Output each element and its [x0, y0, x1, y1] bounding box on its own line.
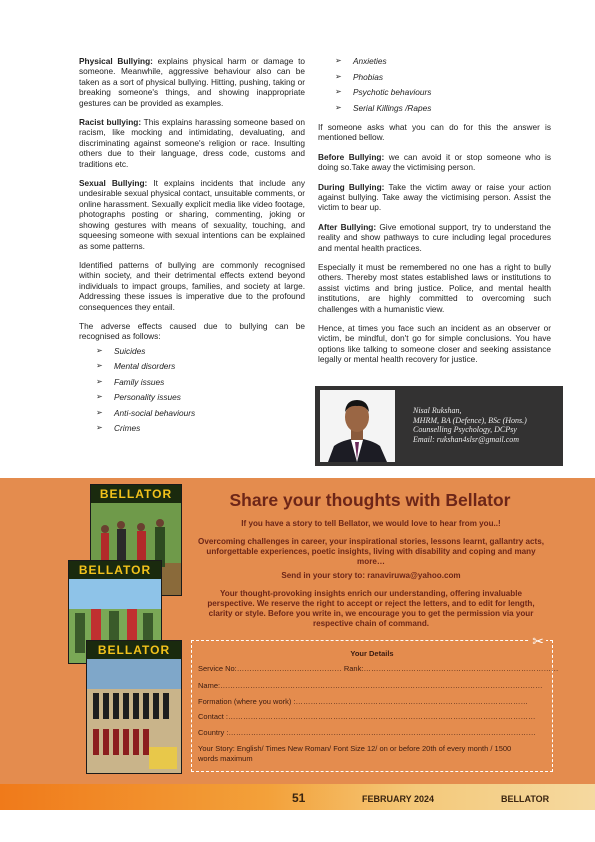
list-item: ➢ Suicides [96, 345, 146, 356]
story-guidelines-continued: words maximum [198, 754, 253, 763]
effects-intro-paragraph: The adverse effects caused due to bullying can be recognised as follows: [79, 320, 305, 342]
issue-date: FEBRUARY 2024 [362, 794, 435, 804]
arrow-bullet-icon: ➢ [335, 56, 342, 65]
form-title: Your Details [350, 649, 394, 658]
sexual-bullying-paragraph: Sexual Bullying: It explains incidents that include any undesirable sexual physical contact, unsuitable comments, or online harassment. Sexually explicit media like video footage, photographs posting or sharing, commenting, joking or showing gestures with means of sexuality, touching, and squeesing someone with sexual intentions can be explained as some patterns. [79, 178, 306, 251]
list-item: ➢ Crimes [96, 423, 141, 434]
story-guidelines: Your Story: English/ Times New Roman/ Font Size 12/ on or before 20th of every month / 1500 [198, 744, 512, 753]
arrow-bullet-icon: ➢ [96, 345, 103, 355]
cover-masthead: BELLATOR [91, 485, 181, 503]
list-item: ➢ Family issues [96, 376, 165, 387]
arrow-bullet-icon: ➢ [335, 87, 342, 96]
author-title: Counselling Psychology, DCPsy [413, 425, 517, 435]
arrow-bullet-icon: ➢ [335, 102, 342, 112]
list-item: ➢ Phobias [335, 71, 383, 82]
left-column [79, 56, 305, 439]
cover-masthead: BELLATOR [69, 561, 161, 579]
country-field: Country :…………………………………………………………………………………………………………… [198, 728, 536, 737]
promo-email: Send in your story to: ranaviruwa@yahoo.com [281, 571, 461, 580]
list-item: ➢ Personality issues [96, 392, 181, 403]
arrow-bullet-icon: ➢ [96, 392, 103, 402]
author-credits [413, 406, 527, 444]
service-rank-field: Service No:…………………………………… Rank:…………………………………………………………………… [198, 664, 559, 673]
answer-intro-paragraph: If someone asks what you can do for this the answer is mentioned bellow. [318, 121, 551, 143]
right-column [318, 56, 551, 374]
magazine-name: BELLATOR [501, 794, 550, 804]
racist-bullying-paragraph: Racist bullying: This explains harassing someone based on racism, like mocking and intimidating, devaluating, and discriminating against someone's religion or race. Insulting others due to their language, dress code, customs and traditions etc. [79, 117, 305, 169]
before-bullying-paragraph: Before Bullying: we can avoid it or stop someone who is doing so.Take away the victimising person. [318, 151, 551, 173]
cover-masthead: BELLATOR [87, 641, 181, 659]
promo-topics: Overcoming challenges in career, your inspirational stories, lessons learnt, gallantry acts, unforgettable experiences, poetic insights, living with disability and coping and many more… [198, 537, 544, 566]
author-box [315, 386, 563, 466]
magazine-cover-image [86, 640, 182, 774]
effects-list-continued [335, 56, 551, 113]
patterns-paragraph: Identified patterns of bullying are commonly recognised within society, and their detrimental effects extend beyond individuals to impact groups, families, and society at large. Addressing these issues is imperative due to the profound consequences they entail. [79, 259, 305, 312]
author-degrees: MHRM, BA (Defence), BSc (Hons.) [413, 415, 527, 425]
cover-photo [87, 659, 181, 773]
arrow-bullet-icon: ➢ [96, 407, 103, 417]
list-item: ➢ Psychotic behaviours [335, 87, 432, 97]
author-name: Nisal Rukshan, [413, 406, 462, 415]
after-bullying-paragraph: After Bullying: Give emotional support, try to understand the reality and show pathways to cure including legal procedures and mental health practices. [318, 221, 551, 253]
list-item: ➢ Anti-social behaviours [96, 407, 196, 418]
list-item: ➢ Anxieties [335, 56, 387, 66]
contact-field: Contact :…………………………………………………………………………………………………………… [198, 712, 536, 721]
arrow-bullet-icon: ➢ [96, 361, 103, 371]
list-item: ➢ Serial Killings /Rapes [335, 102, 432, 113]
list-item: ➢ Mental disorders [96, 361, 176, 372]
scissors-icon: ✂ [532, 633, 544, 649]
name-field: Name:………………………………………………………………………………………………………………… [198, 681, 543, 690]
author-email: Email: rukshan4slsr@gmail.com [413, 434, 520, 444]
arrow-bullet-icon: ➢ [96, 376, 103, 386]
details-form [191, 633, 559, 772]
formation-field: Formation (where you work) :………………………………………………………………………………… [198, 697, 529, 706]
author-portrait-image [320, 390, 395, 462]
promo-title: Share your thoughts with Bellator [229, 490, 511, 510]
promo-terms: Your thought-provoking insights enrich our understanding, offering invaluable perspective. We reserve the right to accept or reject the letters, and to edit for length, clarity or style. Before you write in, we encourage you to get the permission via your respective chain of command. [207, 589, 535, 628]
arrow-bullet-icon: ➢ [335, 71, 342, 81]
page-number: 51 [292, 791, 306, 805]
conclusion-paragraph: Hence, at times you face such an incident as an observer or victim, be mindful, don't go for simple conclusions. You have options like talking to someone closer and seeking assistance legally or mental health recovery for justice. [318, 323, 551, 365]
promo-invite: If you have a story to tell Bellator, we would love to hear from you..! [241, 519, 501, 528]
during-bullying-paragraph: During Bullying: Take the victim away or raise your action against bullying. Take away the victimising person. Assist the victim to bear up. [318, 181, 551, 213]
laws-paragraph: Especially it must be remembered no one has a right to bully others. Thereby most states established laws or institutions to assist victims and bring justice. Police, and mental health institutions, are highly committed to overcoming such challenges with a humanistic view. [318, 261, 551, 314]
effects-list [96, 346, 305, 434]
author-photo [320, 390, 395, 462]
physical-bullying-paragraph: Physical Bullying: explains physical harm or damage to someone. Meanwhile, aggressive behaviour also can be taken as a sort of physical bullying. Hitting, pushing, taking or breaking someone's things, and showing inappropriate gestures can be provided as examples. [79, 56, 305, 108]
arrow-bullet-icon: ➢ [96, 423, 103, 433]
